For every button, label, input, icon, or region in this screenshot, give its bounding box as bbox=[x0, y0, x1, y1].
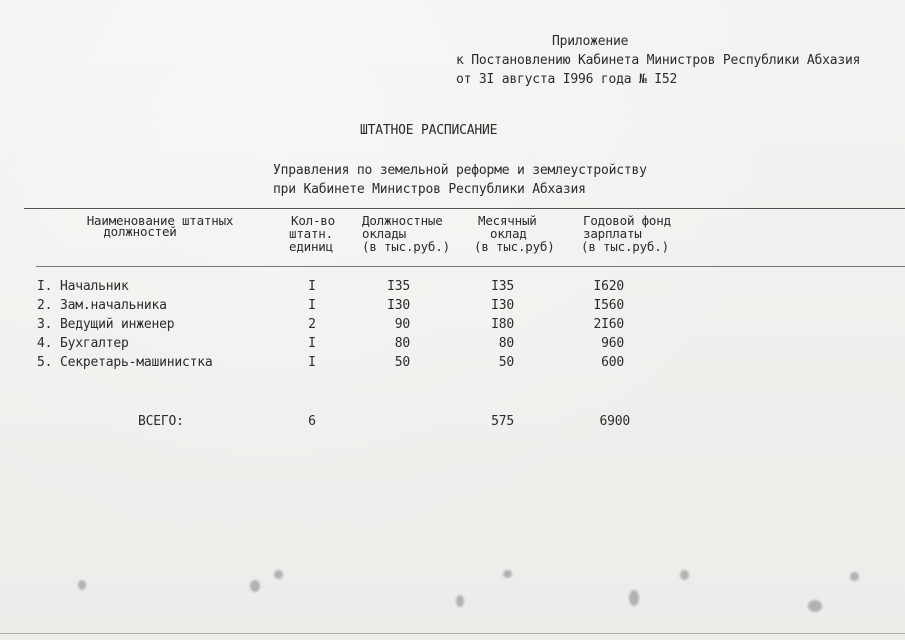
row-position-name: Зам.начальника bbox=[60, 298, 167, 313]
row-salary: 90 bbox=[394, 317, 410, 332]
header-annual-line-3: (в тыс.руб.) bbox=[581, 239, 669, 254]
row-salary: I35 bbox=[387, 279, 410, 294]
header-annual-line-1: Годовой фонд bbox=[583, 213, 671, 228]
subtitle-line-1: Управления по земельной реформе и землеустройству bbox=[273, 163, 647, 178]
header-monthly-line-3: (в тыс.руб) bbox=[474, 239, 555, 254]
row-count: I bbox=[308, 279, 316, 294]
row-count: I bbox=[308, 298, 316, 313]
appendix-decree: к Постановлению Кабинета Министров Республики Абхазия bbox=[456, 53, 861, 68]
row-count: I bbox=[308, 336, 316, 351]
total-monthly: 575 bbox=[491, 414, 514, 429]
row-position-name: Начальник bbox=[60, 279, 129, 294]
header-salary-line-1: Должностные bbox=[362, 213, 443, 228]
header-salary-line-3: (в тыс.руб.) bbox=[362, 239, 450, 254]
header-annual-line-2: зарплаты bbox=[583, 226, 642, 241]
scan-smudge bbox=[250, 580, 260, 592]
row-monthly: I30 bbox=[491, 298, 514, 313]
header-salary-line-2: оклады bbox=[362, 226, 406, 241]
scan-smudge bbox=[78, 580, 86, 590]
row-number: 4. bbox=[37, 336, 53, 351]
row-salary: I30 bbox=[387, 298, 410, 313]
row-annual: I620 bbox=[593, 279, 624, 294]
row-monthly: I35 bbox=[491, 279, 514, 294]
scan-smudge bbox=[274, 570, 283, 579]
scan-smudge bbox=[680, 570, 689, 580]
row-monthly: 50 bbox=[498, 355, 514, 370]
scan-smudge bbox=[850, 572, 859, 581]
appendix-date: от 3I августа I996 года № I52 bbox=[456, 72, 678, 87]
row-annual: 600 bbox=[601, 355, 624, 370]
header-monthly-line-1: Месячный bbox=[478, 213, 537, 228]
row-position-name: Секретарь-машинистка bbox=[60, 355, 213, 370]
header-count-line-3: единиц bbox=[289, 239, 333, 254]
subtitle-line-2: при Кабинете Министров Республики Абхазия bbox=[273, 182, 586, 197]
total-count: 6 bbox=[308, 414, 316, 429]
scan-smudge bbox=[808, 600, 822, 612]
header-count-line-2: штатн. bbox=[289, 226, 333, 241]
total-annual: 6900 bbox=[599, 414, 630, 429]
scan-edge-line bbox=[0, 633, 905, 634]
row-number: I. bbox=[37, 279, 53, 294]
row-salary: 80 bbox=[394, 336, 410, 351]
row-annual: 2I60 bbox=[593, 317, 624, 332]
row-monthly: I80 bbox=[491, 317, 514, 332]
row-annual: 960 bbox=[601, 336, 624, 351]
header-name-line-1: Наименование штатных bbox=[86, 213, 234, 228]
row-number: 3. bbox=[37, 317, 53, 332]
table-top-rule bbox=[24, 208, 905, 209]
row-position-name: Ведущий инженер bbox=[60, 317, 175, 332]
row-monthly: 80 bbox=[498, 336, 514, 351]
table-header-rule bbox=[36, 266, 905, 267]
total-label: ВСЕГО: bbox=[138, 414, 184, 429]
scan-smudge bbox=[629, 590, 639, 606]
row-annual: I560 bbox=[593, 298, 624, 313]
header-count-line-1: Кол-во bbox=[291, 213, 335, 228]
row-salary: 50 bbox=[394, 355, 410, 370]
row-number: 2. bbox=[37, 298, 53, 313]
scan-smudge bbox=[503, 570, 512, 578]
scan-smudge bbox=[456, 595, 464, 607]
header-monthly-line-2: оклад bbox=[490, 226, 527, 241]
appendix-label: Приложение bbox=[552, 34, 629, 49]
row-position-name: Бухгалтер bbox=[60, 336, 129, 351]
header-name-line-2: должностей bbox=[103, 224, 177, 239]
document-title: ШТАТНОЕ РАСПИСАНИЕ bbox=[360, 123, 498, 138]
row-number: 5. bbox=[37, 355, 53, 370]
row-count: 2 bbox=[308, 317, 316, 332]
row-count: I bbox=[308, 355, 316, 370]
